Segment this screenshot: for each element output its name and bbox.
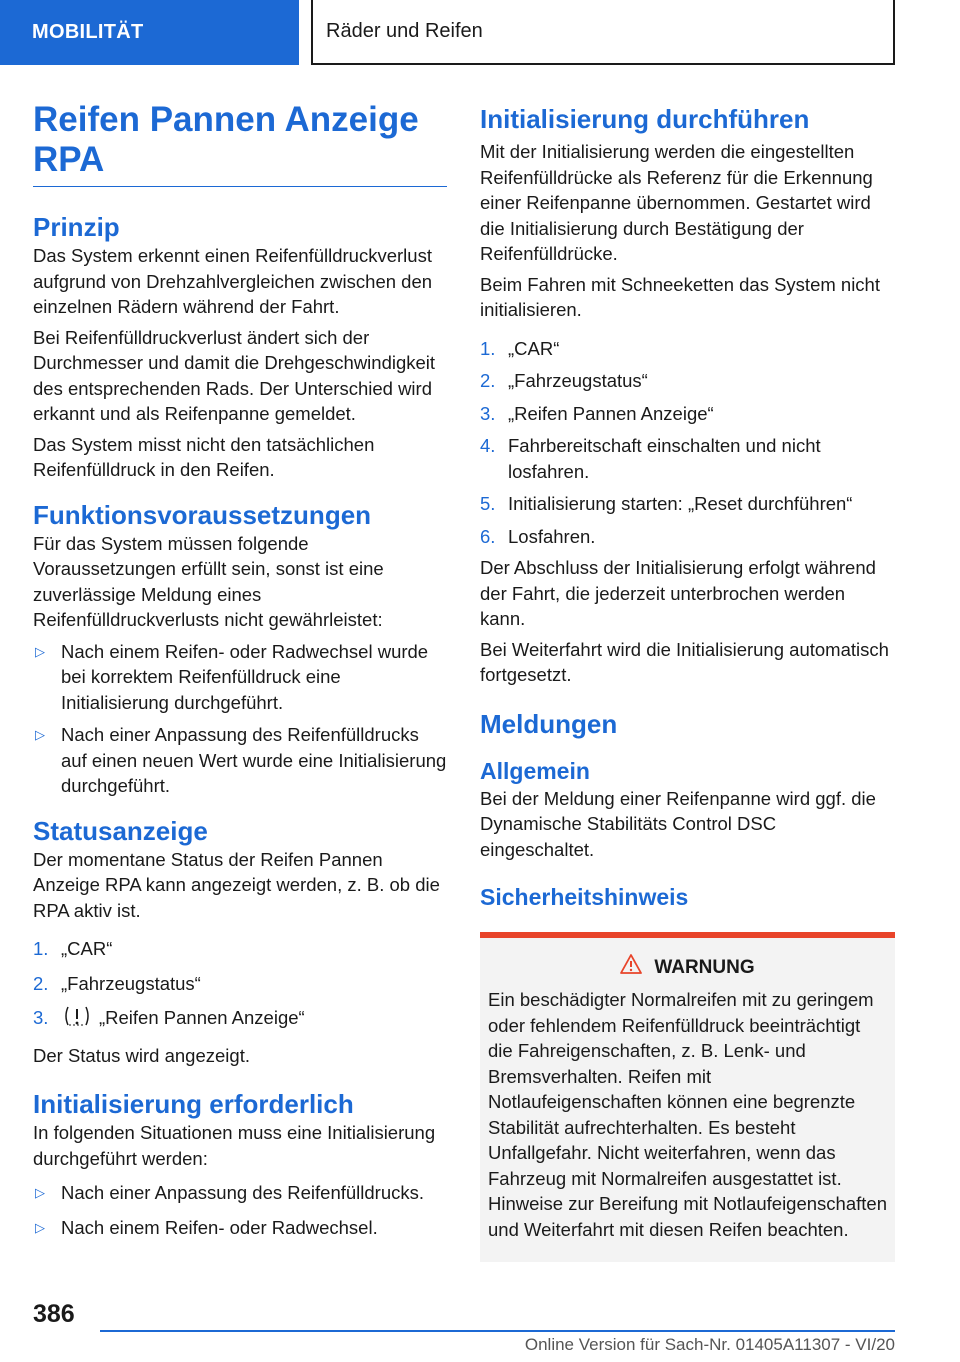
triangle-right-icon: ▷ — [35, 643, 45, 659]
init-do-steps — [480, 336, 895, 550]
list-item — [33, 722, 447, 799]
init-do-paragraph: Beim Fahren mit Schneeketten das System nicht initialisieren. — [480, 273, 880, 320]
status-intro: Der momentane Status der Reifen Pannen Anzeige RPA kann angezeigt werden, z. B. ob die RPA aktiv ist. — [33, 848, 440, 921]
triangle-right-icon: ▷ — [35, 1219, 45, 1235]
step-text: „Fahrzeugstatus“ — [508, 370, 648, 391]
bullet-text: Nach einer Anpassung des Reifenfülldrucks. — [61, 1182, 425, 1203]
warning-title — [488, 954, 887, 982]
footer-text: Online Version für Sach-Nr. 01405A11307 - VI/20 — [524, 1335, 895, 1354]
bullet-text: Nach einem Reifen- oder Radwechsel wurde bei korrektem Reifenfülldruck eine Initialisierung durchgeführt. — [61, 640, 429, 713]
right-column — [480, 103, 895, 1262]
tire-pressure-warning-icon — [63, 1005, 91, 1034]
init-do-after: Der Abschluss der Initialisierung erfolgt während der Fahrt, die jederzeit unterbrochen werden kann. — [480, 557, 876, 629]
warning-box — [480, 932, 895, 1262]
funktion-heading: Funktionsvoraussetzungen — [33, 499, 372, 530]
funktion-intro: Für das System müssen folgende Voraussetzungen erfüllt sein, sonst ist eine zuverlässige Meldung eines Reifenfülldruckverlusts nicht gewährleistet: — [33, 532, 384, 630]
list-item — [33, 639, 447, 716]
list-item — [33, 936, 447, 962]
step-number: 5. — [480, 493, 496, 514]
step-number: 3. — [480, 402, 496, 424]
list-item — [33, 971, 447, 997]
prinzip-heading: Prinzip — [33, 212, 120, 242]
left-column — [33, 100, 447, 1240]
init-do-after: Bei Weiterfahrt wird die Initialisierung automatisch fortgesetzt. — [480, 638, 889, 685]
list-item — [480, 336, 895, 362]
init-do-paragraph: Mit der Initialisierung werden die eingestellten Reifenfülldrücke als Referenz für die Erkennung einer Reifenpanne übernommen. Gestartet wird die Initialisierung durch Bestätigung der Reifenfülldrücke. — [480, 141, 873, 264]
funktion-bullet-list — [33, 639, 447, 799]
step-text: „Fahrzeugstatus“ — [61, 972, 201, 994]
list-item — [33, 1180, 447, 1206]
list-item — [480, 491, 895, 517]
list-item — [480, 524, 895, 550]
triangle-right-icon: ▷ — [35, 727, 45, 742]
status-heading: Statusanzeige — [33, 815, 208, 846]
step-number: 2. — [33, 972, 49, 994]
page-title: Reifen Pannen Anzeige RPA — [33, 100, 447, 187]
list-item — [480, 433, 895, 484]
allgemein-text: Bei der Meldung einer Reifenpanne wird ggf. die Dynamische Stabilitäts Control DSC eingeschaltet. — [480, 787, 876, 860]
step-number: 4. — [480, 435, 496, 456]
step-text: „CAR“ — [508, 337, 560, 359]
step-text: Losfahren. — [508, 525, 596, 547]
prinzip-paragraph: Das System erkennt einen Reifenfülldruckverlust aufgrund von Drehzahlvergleichen zwischen den einzelnen Rädern während der Fahrt. — [33, 245, 433, 317]
init-required-intro: In folgenden Situationen muss eine Initialisierung durchgeführt werden: — [33, 1122, 436, 1169]
step-number: 6. — [480, 525, 496, 547]
section-tab — [0, 0, 299, 65]
bullet-text: Nach einer Anpassung des Reifenfülldrucks auf einen neuen Wert wurde eine Initialisierung durchgeführt. — [61, 724, 447, 796]
status-outro: Der Status wird angezeigt. — [33, 1044, 250, 1066]
init-required-bullets — [33, 1180, 447, 1240]
section-label: MOBILITÄT — [32, 21, 144, 43]
footer-divider — [100, 1330, 895, 1332]
chapter-header — [311, 0, 895, 65]
list-item — [33, 1215, 447, 1241]
step-number: 1. — [480, 337, 496, 359]
step-text: „Reifen Pannen Anzeige“ — [99, 1007, 305, 1029]
prinzip-paragraph: Das System misst nicht den tatsächlichen Reifenfülldruck in den Reifen. — [33, 433, 375, 480]
step-text: Fahrbereitschaft einschalten und nicht losfahren. — [508, 435, 821, 482]
step-text: „CAR“ — [61, 938, 113, 959]
list-item — [480, 401, 895, 427]
list-item — [480, 368, 895, 394]
list-item — [33, 1005, 447, 1034]
step-text: „Reifen Pannen Anzeige“ — [508, 402, 714, 424]
step-number: 2. — [480, 370, 496, 391]
sicherheit-heading: Sicherheitshinweis — [480, 884, 689, 910]
step-text: Initialisierung starten: „Reset durchführen“ — [508, 493, 853, 514]
chapter-label: Räder und Reifen — [326, 20, 483, 42]
warning-triangle-icon — [620, 954, 642, 982]
bullet-text: Nach einem Reifen- oder Radwechsel. — [61, 1216, 378, 1238]
page-number: 386 — [33, 1300, 75, 1328]
step-number: 1. — [33, 938, 49, 959]
init-required-heading: Initialisierung erforderlich — [33, 1089, 354, 1119]
step-number: 3. — [33, 1007, 49, 1028]
triangle-right-icon: ▷ — [35, 1185, 45, 1200]
warning-label: WARNUNG — [654, 957, 755, 978]
allgemein-heading: Allgemein — [480, 757, 590, 784]
init-do-heading: Initialisierung durchführen — [480, 104, 810, 134]
status-steps — [33, 936, 447, 1034]
warning-text: Ein beschädigter Normalreifen mit zu geringem oder fehlendem Reifenfülldruck beeinträchtigt die Fahreigenschaften, z. B. Lenk- und Bremsverhalten. Reifen mit Notlaufeigenschaften können eine begrenzte Stabilität aufrechterhalten. Es besteht Unfallgefahr. Nicht weiterfahren, wenn das Fahrzeug mit Normalreifen ausgestattet ist. Hinweise zur Bereifung mit Notlaufeigenschaften und Weiterfahrt mit diesen Reifen beachten. — [488, 989, 887, 1240]
prinzip-paragraph: Bei Reifenfülldruckverlust ändert sich der Durchmesser und damit die Drehgeschwindigkeit des entsprechenden Rads. Der Unterschied wird erkannt und als Reifenpanne gemeldet. — [33, 326, 436, 424]
meldungen-heading: Meldungen — [480, 708, 618, 739]
